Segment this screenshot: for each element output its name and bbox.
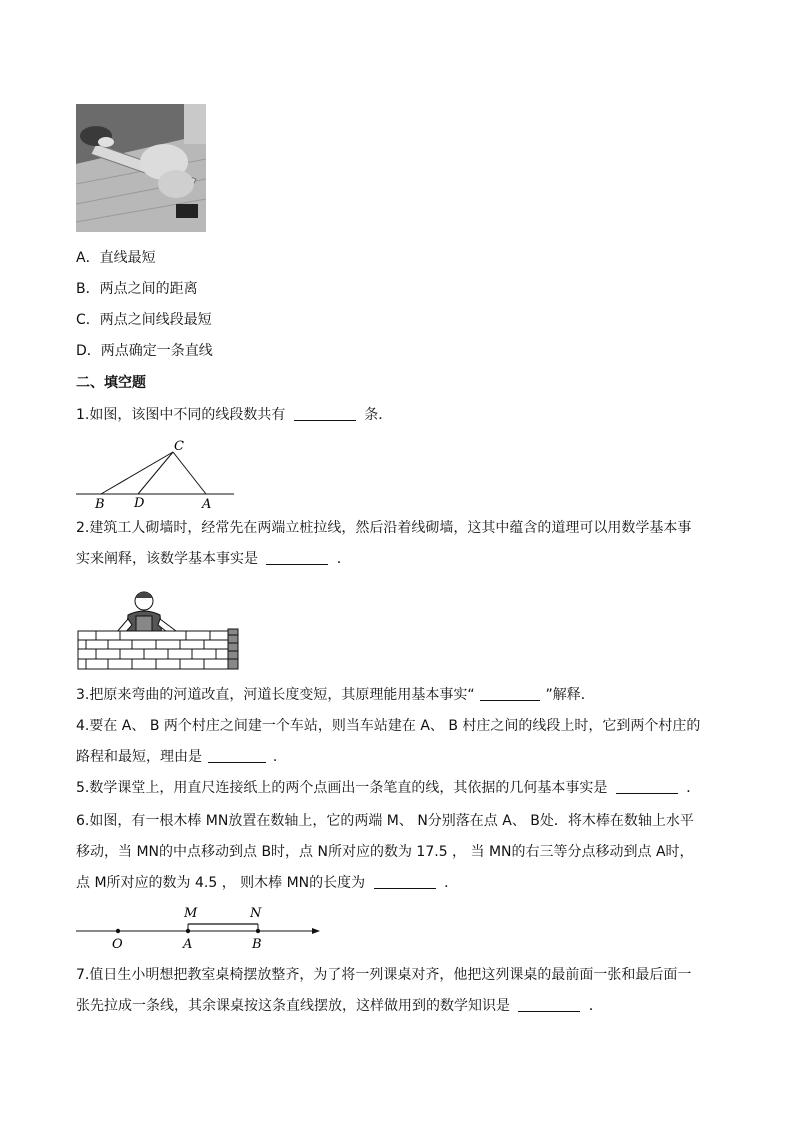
question-3-suffix: ”解释． [545, 687, 595, 703]
question-6-text: 点 M所对应的数为 4.5 ， 则木棒 MN的长度为 [76, 875, 366, 891]
label-b: B [252, 937, 262, 952]
label-m: M [184, 906, 198, 921]
answer-blank-6[interactable] [374, 874, 436, 889]
point-b [256, 929, 260, 933]
question-2-suffix: ． [336, 551, 351, 567]
question-2-line-1: 2.建筑工人砌墙时，经常先在两端立桩拉线，然后沿着线砌墙，这其中蕴含的道理可以用数学基本事 [76, 520, 692, 536]
question-6-suffix: ． [444, 875, 459, 891]
question-7-suffix: ． [588, 998, 603, 1014]
answer-blank-5[interactable] [616, 779, 678, 794]
question-2-line-2 [76, 550, 351, 568]
ruler-cutting-photo [76, 104, 206, 232]
option-a: A．直线最短 [76, 250, 156, 266]
label-b: B [95, 497, 105, 512]
answer-blank-2[interactable] [266, 550, 328, 565]
question-1 [76, 406, 392, 424]
answer-blank-7[interactable] [518, 997, 580, 1012]
segments-figure [76, 436, 236, 512]
question-6-line-2: 移动，当 MN的中点移动到点 B时，点 N所对应的数为 17.5 ， 当 MN的右三等分点移动到点 A时， [76, 844, 694, 860]
option-b: B．两点之间的距离 [76, 281, 198, 297]
question-7-line-1: 7.值日生小明想把教室桌椅摆放整齐，为了将一列课桌对齐，他把这列课桌的最前面一张和最后面一 [76, 967, 692, 983]
option-d: D．两点确定一条直线 [76, 343, 213, 359]
question-7-line-2 [76, 997, 603, 1015]
question-2-text: 实来阐释，该数学基本事实是 [76, 551, 258, 567]
question-1-suffix: 条． [364, 407, 393, 423]
number-line-figure [76, 902, 326, 952]
point-a [186, 929, 190, 933]
question-5-suffix: ． [686, 780, 701, 796]
question-5 [76, 779, 700, 797]
question-5-text: 5.数学课堂上，用直尺连接纸上的两个点画出一条笔直的线，其依据的几何基本事实是 [76, 780, 608, 796]
segment-bc [101, 452, 173, 494]
section-heading: 二、填空题 [76, 375, 146, 391]
segment-ac [173, 452, 206, 494]
label-a: A [183, 937, 193, 952]
label-c: C [174, 439, 184, 454]
question-1-text: 1.如图，该图中不同的线段数共有 [76, 407, 286, 423]
question-3 [76, 686, 595, 704]
answer-blank-1[interactable] [294, 406, 356, 421]
option-c: C．两点之间线段最短 [76, 312, 212, 328]
question-6-line-1: 6.如图，有一根木棒 MN放置在数轴上，它的两端 M、 N分别落在点 A、 B处．将木棒在数轴上水平 [76, 813, 694, 829]
question-7-text: 张先拉成一条线，其余课桌按这条直线摆放，这样做用到的数学知识是 [76, 998, 510, 1014]
label-n: N [250, 906, 262, 921]
segment-dc [138, 452, 173, 494]
label-d: D [134, 496, 145, 511]
label-o: O [112, 937, 123, 952]
question-6-line-3 [76, 874, 458, 892]
point-o [116, 929, 120, 933]
question-4-text: 路程和最短，理由是 [76, 749, 202, 765]
answer-blank-3[interactable] [480, 686, 540, 701]
answer-blank-4[interactable] [208, 748, 266, 763]
question-3-text: 3.把原来弯曲的河道改直，河道长度变短，其原理能用基本事实“ [76, 687, 475, 703]
question-4-suffix: . [272, 749, 278, 765]
bricklayer-figure [76, 589, 240, 671]
number-line-arrow [312, 928, 320, 934]
question-4-line-1: 4.要在 A、 B 两个村庄之间建一个车站，则当车站建在 A、 B 村庄之间的线段上时，它到两个村庄的 [76, 718, 701, 734]
question-4-line-2 [76, 748, 277, 766]
label-a: A [202, 497, 212, 512]
